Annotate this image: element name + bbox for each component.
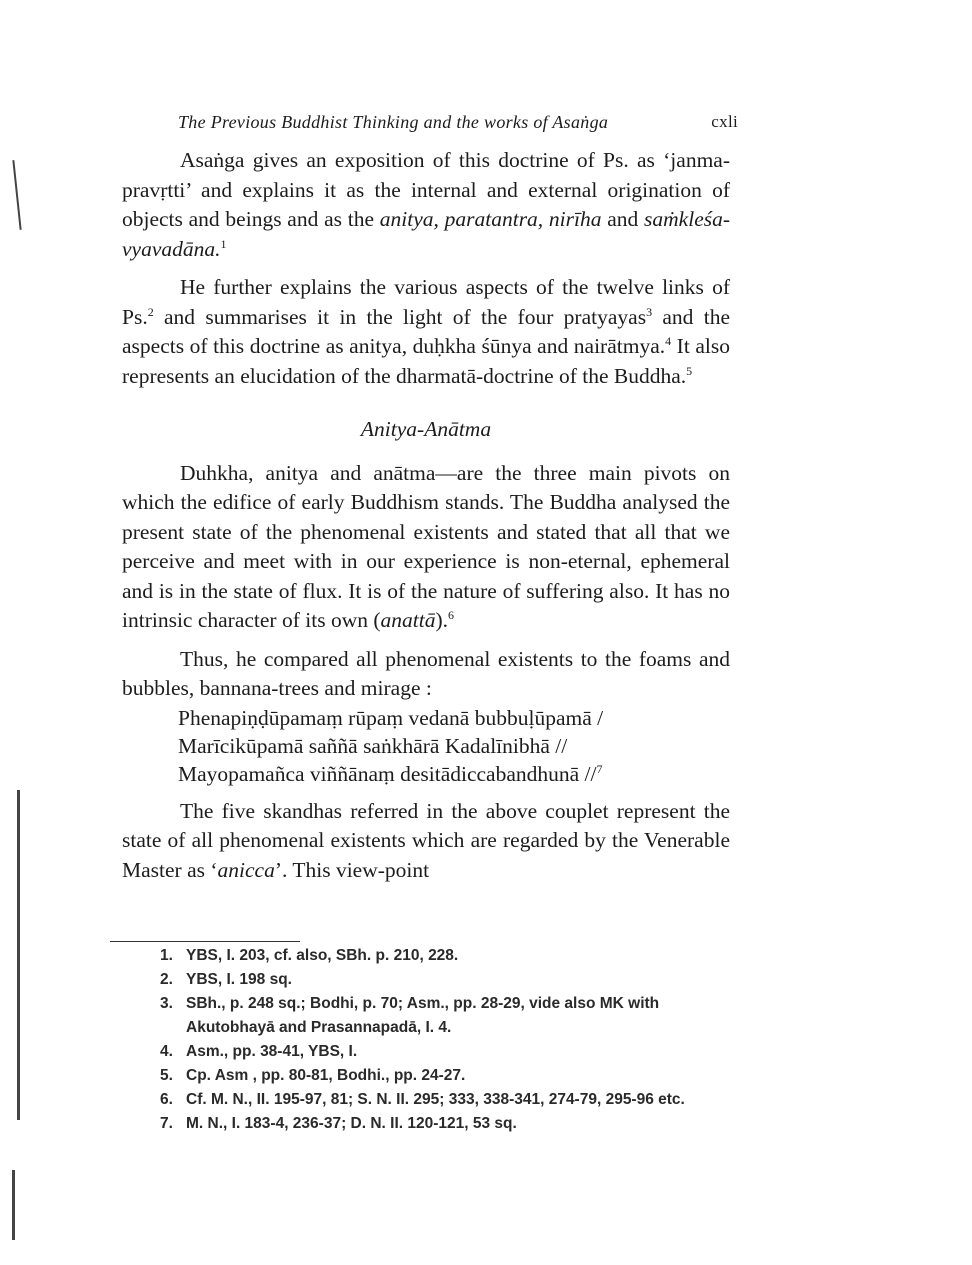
footnote-ref: 7 bbox=[596, 761, 603, 776]
paragraph-five-skandhas bbox=[122, 797, 730, 886]
verse-block bbox=[122, 704, 730, 788]
paragraph-asanga-exposition bbox=[122, 146, 730, 264]
footnote-number: 3. bbox=[160, 995, 173, 1012]
verse-line bbox=[178, 760, 730, 788]
text-run: and summarises it in the light of the four pratyayas bbox=[153, 304, 647, 329]
footnote-number: 6. bbox=[160, 1091, 173, 1108]
footnote-item bbox=[160, 1064, 730, 1088]
text-run: and the aspects of this doctrine as anitya, duḥkha śūnya and nairātmya. bbox=[122, 304, 731, 358]
text-run: Thus, he compared all phenomenal existents to the foams and bubbles, bannana-trees and mirage : bbox=[122, 646, 730, 700]
page-number: cxli bbox=[711, 112, 738, 131]
footnote-text: M. N., I. 183-4, 236-37; D. N. II. 120-121, 53 sq. bbox=[186, 1115, 517, 1132]
footnote-ref: 6 bbox=[448, 608, 455, 622]
italic-term: anitya, paratantra, nirīha bbox=[379, 207, 602, 231]
text-run: Duhkha, anitya and anātma—are the three main pivots on which the edifice of early Buddhism stands. The Buddha analysed the present state of the phenomenal existents and stated that all that we perceive and meet with in our experience is non-eternal, ephemeral and is in the state of flux. It is of the nature of suffering also. It has no intrinsic character of its own ( bbox=[122, 460, 730, 632]
footnote-ref: 4 bbox=[665, 334, 672, 348]
footnote-number: 7. bbox=[160, 1115, 173, 1132]
footnote-text: YBS, I. 203, cf. also, SBh. p. 210, 228. bbox=[186, 947, 459, 964]
footnote-number: 2. bbox=[160, 971, 173, 988]
text-run: and bbox=[601, 207, 645, 231]
footnote-item bbox=[160, 992, 730, 1040]
footnote-ref: 5 bbox=[686, 363, 693, 378]
scan-edge-mark-bottom bbox=[12, 1170, 15, 1240]
footnote-number: 4. bbox=[160, 1043, 173, 1060]
verse-text: Mayopamañca viññānaṃ desitādiccabandhunā // bbox=[178, 761, 597, 786]
footnote-ref: 3 bbox=[646, 304, 653, 319]
footnote-item bbox=[160, 944, 730, 968]
footnote-ref: 2 bbox=[147, 304, 154, 319]
verse-line: Phenapiṇḍūpamaṃ rūpaṃ vedanā bubbuḷūpamā / bbox=[178, 705, 604, 730]
footnote-divider bbox=[110, 941, 300, 942]
footnote-number: 1. bbox=[160, 947, 173, 964]
italic-term: saṁkleśa-vyavadāna. bbox=[122, 207, 731, 261]
paragraph-three-pivots bbox=[122, 459, 730, 636]
running-title: The Previous Buddhist Thinking and the works of Asaṅga bbox=[178, 112, 609, 132]
paragraph-comparison bbox=[122, 645, 730, 704]
italic-term: anicca bbox=[217, 857, 275, 882]
scan-edge-mark-top bbox=[12, 160, 21, 230]
footnote-text: SBh., p. 248 sq.; Bodhi, p. 70; Asm., pp. 28-29, vide also MK with Akutobhayā and Prasannapadā, I. 4. bbox=[186, 995, 660, 1036]
running-header bbox=[178, 112, 738, 133]
footnote-item bbox=[160, 968, 730, 992]
footnote-text: YBS, I. 198 sq. bbox=[186, 971, 292, 988]
verse-line: Marīcikūpamā saññā saṅkhārā Kadalīnibhā // bbox=[178, 733, 568, 758]
footnote-text: Cp. Asm , pp. 80-81, Bodhi., pp. 24-27. bbox=[186, 1067, 466, 1084]
footnote-item bbox=[160, 1040, 730, 1064]
footnote-item bbox=[160, 1112, 730, 1136]
section-heading: Anitya-Anātma bbox=[360, 417, 492, 441]
scan-edge-mark-middle bbox=[17, 790, 20, 1120]
text-run: He further explains the various aspects of the twelve links of Ps. bbox=[122, 275, 730, 329]
main-text bbox=[122, 146, 730, 885]
footnote-text: Cf. M. N., II. 195-97, 81; S. N. II. 295; 333, 338-341, 274-79, 295-96 etc. bbox=[186, 1091, 685, 1108]
paragraph-twelve-links bbox=[122, 273, 730, 391]
footnote-item bbox=[160, 1088, 730, 1112]
footnote-number: 5. bbox=[160, 1067, 173, 1084]
italic-term: anattā bbox=[380, 608, 436, 632]
footnote-text: Asm., pp. 38-41, YBS, I. bbox=[186, 1043, 358, 1060]
text-run: Asaṅga gives an exposition of this doctrine of Ps. as ‘janma-pravṛtti’ and explains it as the internal and external origination of objects and beings and as the bbox=[122, 148, 730, 231]
text-run: ). bbox=[435, 608, 449, 632]
text-run: It also represents an elucidation of the dharmatā-doctrine of the Buddha. bbox=[122, 334, 730, 388]
footnotes bbox=[160, 944, 730, 1136]
text-run: ’. This view-point bbox=[274, 857, 430, 882]
footnote-ref: 1 bbox=[220, 236, 227, 251]
text-run: The five skandhas referred in the above couplet represent the state of all phenomenal existents which are regarded by the Venerable Master as ‘ bbox=[122, 798, 730, 882]
